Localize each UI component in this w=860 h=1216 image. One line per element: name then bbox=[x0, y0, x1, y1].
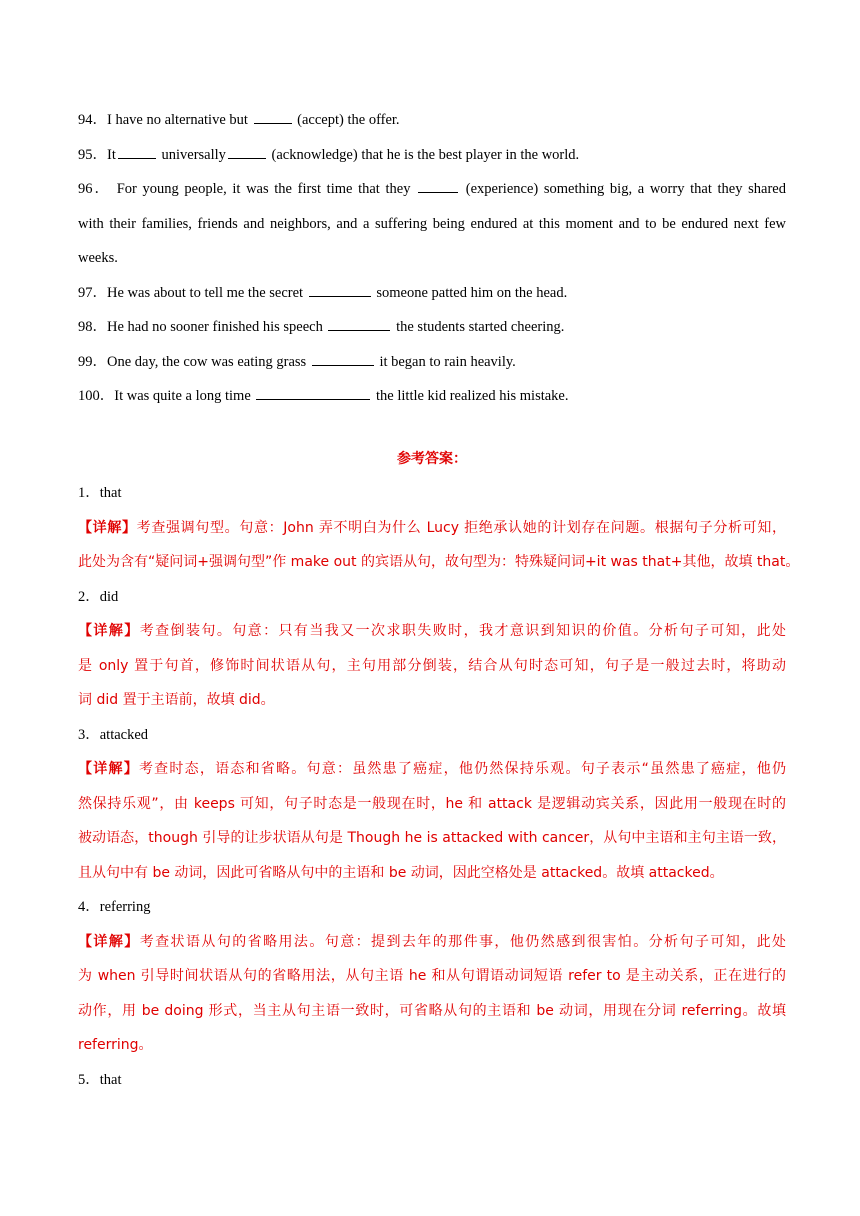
question-number: 97 bbox=[78, 284, 93, 301]
answer-1-detail-line: 【详解】考查强调句型。句意：John 弄不明白为什么 Lucy 拒绝承认她的计划存在问题。根据句子分析可知， bbox=[78, 519, 787, 536]
question-96-line-2: with their families, friends and neighbors, and a suffering being endured at this moment and to be endured next few bbox=[78, 215, 786, 232]
answer-blank[interactable] bbox=[256, 383, 370, 400]
question-number: 94 bbox=[78, 112, 93, 128]
question-text: the little kid realized his mistake. bbox=[376, 388, 569, 404]
answer-2-detail-line: 【详解】考查倒装句。句意：只有当我又一次求职失败时，我才意识到知识的价值。分析句子可知，此处 bbox=[78, 623, 787, 639]
answer-1-head: 1．that bbox=[78, 485, 122, 501]
answer-blank[interactable] bbox=[118, 142, 156, 159]
question-95: 95．It universally (acknowledge) that he is the best player in the world. bbox=[78, 138, 786, 173]
answer-3-head: 3．attacked bbox=[78, 726, 149, 743]
question-text: (acknowledge) that he is the best player in the world. bbox=[271, 146, 580, 163]
question-99: 99．One day, the cow was eating grass it began to rain heavily. bbox=[78, 345, 786, 380]
detail-tag: 【详解】 bbox=[78, 933, 140, 950]
question-94: 94．I have no alternative but (accept) the offer. bbox=[78, 103, 786, 138]
question-96: 96． For young people, it was the first time that they (experience) something big, a worry that they shared bbox=[78, 172, 786, 207]
answer-2-detail-line: 是 only 置于句首，修饰时间状语从句，主句用部分倒装，结合从句时态可知，句子是一般过去时，将助动 bbox=[78, 657, 786, 674]
question-98: 98．He had no sooner finished his speech the students started cheering. bbox=[78, 310, 786, 345]
answer-2-detail-line: 词 did 置于主语前，故填 did。 bbox=[78, 692, 275, 708]
detail-tag: 【详解】 bbox=[78, 761, 139, 777]
answers-title: 参考答案： bbox=[397, 450, 467, 467]
question-text: It bbox=[107, 146, 116, 163]
answer-blank[interactable] bbox=[328, 314, 390, 331]
answer-5-head: 5．that bbox=[78, 1071, 122, 1088]
question-number: 95 bbox=[78, 146, 93, 163]
question-text: He had no sooner finished his speech bbox=[107, 319, 323, 335]
detail-tag: 【详解】 bbox=[78, 519, 137, 536]
detail-tag: 【详解】 bbox=[78, 623, 140, 639]
answer-1-detail-line: 此处为含有“疑问词+强调句型”作 make out 的宾语从句，故句型为：特殊疑问词+it was that+其他，故填 that。 bbox=[78, 554, 800, 570]
answer-4-detail-line: 【详解】考查状语从句的省略用法。句意：提到去年的那件事，他仍然感到很害怕。分析句子可知，此处 bbox=[78, 933, 787, 950]
question-text: He was about to tell me the secret bbox=[107, 284, 304, 301]
answer-blank[interactable] bbox=[254, 107, 292, 124]
answer-blank[interactable] bbox=[418, 176, 458, 193]
answer-4-detail-line: 动作，用 be doing 形式，当主从句主语一致时，可省略从句的主语和 be 动词，用现在分词 referring。故填 bbox=[78, 1002, 786, 1019]
question-number: 99 bbox=[78, 353, 93, 370]
answer-3-detail-line: 【详解】考查时态，语态和省略。句意：虽然患了癌症，他仍然保持乐观。句子表示“虽然患了癌症，他仍 bbox=[78, 761, 786, 777]
question-96-line-3: weeks. bbox=[78, 250, 118, 266]
answer-3-detail-line: 被动语态，though 引导的让步状语从句是 Though he is attacked with cancer，从句中主语和主句主语一致， bbox=[78, 830, 786, 846]
question-text: It was quite a long time bbox=[114, 388, 251, 404]
question-text: I have no alternative but bbox=[107, 112, 248, 128]
question-text: universally bbox=[161, 146, 226, 163]
question-text: (experience) something big, a worry that they shared bbox=[465, 181, 786, 197]
document-page bbox=[78, 103, 800, 1097]
answer-4-detail-line: 为 when 引导时间状语从句的省略用法，从句主语 he 和从句谓语动词短语 refer to 是主动关系，正在进行的 bbox=[78, 968, 786, 984]
question-97: 97．He was about to tell me the secret someone patted him on the head. bbox=[78, 276, 786, 311]
question-number: 96 bbox=[78, 181, 93, 197]
question-number: 100 bbox=[78, 388, 100, 404]
question-text: (accept) the offer. bbox=[297, 112, 400, 128]
question-text: someone patted him on the head. bbox=[376, 284, 568, 301]
question-100: 100．It was quite a long time the little kid realized his mistake. bbox=[78, 379, 786, 414]
question-text: it began to rain heavily. bbox=[379, 353, 516, 370]
question-text: For young people, it was the first time that they bbox=[116, 181, 411, 197]
question-text: the students started cheering. bbox=[396, 319, 565, 335]
answer-3-detail-line: 且从句中有 be 动词，因此可省略从句中的主语和 be 动词，因此空格处是 attacked。故填 attacked。 bbox=[78, 864, 724, 881]
answer-blank[interactable] bbox=[228, 142, 266, 159]
answer-4-detail-line: referring。 bbox=[78, 1037, 153, 1053]
answer-3-detail-line: 然保持乐观”，由 keeps 可知，句子时态是一般现在时，he 和 attack 是逻辑动宾关系，因此用一般现在时的 bbox=[78, 795, 786, 812]
question-text: One day, the cow was eating grass bbox=[107, 353, 307, 370]
answer-2-head: 2．did bbox=[78, 588, 119, 605]
answer-4-head: 4．referring bbox=[78, 899, 151, 915]
answer-blank[interactable] bbox=[309, 280, 371, 297]
question-number: 98 bbox=[78, 319, 93, 335]
answer-blank[interactable] bbox=[312, 349, 374, 366]
